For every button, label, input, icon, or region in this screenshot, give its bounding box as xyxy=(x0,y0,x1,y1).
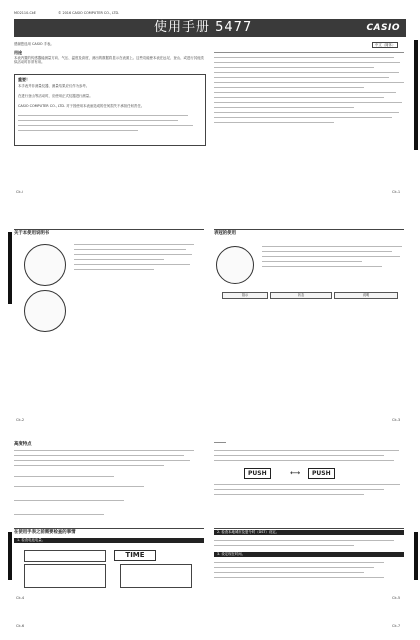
flow-box xyxy=(120,564,192,588)
brand-logo: CASIO xyxy=(366,23,400,33)
usage-text: 本表内置的传感器能测量方向、气压、温度及高度，测出的数据将显示在表面上。这些功能使本表在远足、登山、或进行其他类似活动时非常有用。 xyxy=(14,56,204,65)
title-bar xyxy=(14,19,406,37)
side-tab xyxy=(414,532,418,580)
thanks-text: 感谢您选用 CASIO 手表。 xyxy=(14,42,54,46)
side-tab xyxy=(414,40,418,150)
copyright: © 2016 CASIO COMPUTER CO., LTD. xyxy=(58,11,120,15)
model-code: MO2110-CkE xyxy=(14,11,36,15)
double-arrow-icon: ⟷ xyxy=(290,469,301,477)
step-bar: 2. 检查本地城市及夏令时（DST）设定。 xyxy=(214,530,404,535)
lang-badge: 中文（简体） xyxy=(372,42,398,48)
important-item: 在进行登山等活动时，应使用正式仪器进行测量。 xyxy=(18,94,93,98)
push-button-label: PUSH xyxy=(308,468,335,479)
section-heading: 关于本使用说明书 xyxy=(14,231,50,236)
page-number: Ck-5 xyxy=(392,596,401,600)
watch-face-icon xyxy=(24,244,66,286)
page-number: Ck-2 xyxy=(16,418,25,422)
side-tab xyxy=(8,532,12,580)
flow-box xyxy=(24,564,106,588)
page-number: Ck-6 xyxy=(16,624,25,628)
step-bar: 3. 设定现在时间。 xyxy=(214,552,404,557)
table-header: 状态 xyxy=(270,292,332,299)
section-heading: 表冠的使用 xyxy=(214,231,236,236)
important-item: 本手表并非测量仪器，测量结果应仅作为参考。 xyxy=(18,84,90,88)
page-title: 使用手册 5477 xyxy=(154,20,253,35)
table-header: 指示 xyxy=(222,292,268,299)
page-number: Ck-1 xyxy=(392,190,401,194)
section-heading: 在使用手表之前需要检查的事情 xyxy=(14,530,76,535)
step-bar: 1. 检查电池电量。 xyxy=(14,538,204,543)
important-heading: 重要！ xyxy=(18,77,30,82)
important-item: CASIO COMPUTER CO., LTD. 对于因使用本表而造成的任何损失不承担任何责任。 xyxy=(18,104,145,108)
page-number: Ck-i xyxy=(16,190,23,194)
table-header: 说明 xyxy=(334,292,398,299)
page-number: Ck-7 xyxy=(392,624,401,628)
usage-heading: 用途 xyxy=(14,50,22,55)
side-tab xyxy=(8,232,12,304)
crown-icon xyxy=(216,246,254,284)
lcd-display: TIME xyxy=(114,550,156,561)
push-button-label: PUSH xyxy=(244,468,271,479)
page-number: Ck-3 xyxy=(392,418,401,422)
flow-box xyxy=(24,550,106,562)
section-heading: 高度特点 xyxy=(14,442,32,447)
page-number: Ck-4 xyxy=(16,596,25,600)
watch-face-icon xyxy=(24,290,66,332)
important-box xyxy=(14,74,206,146)
